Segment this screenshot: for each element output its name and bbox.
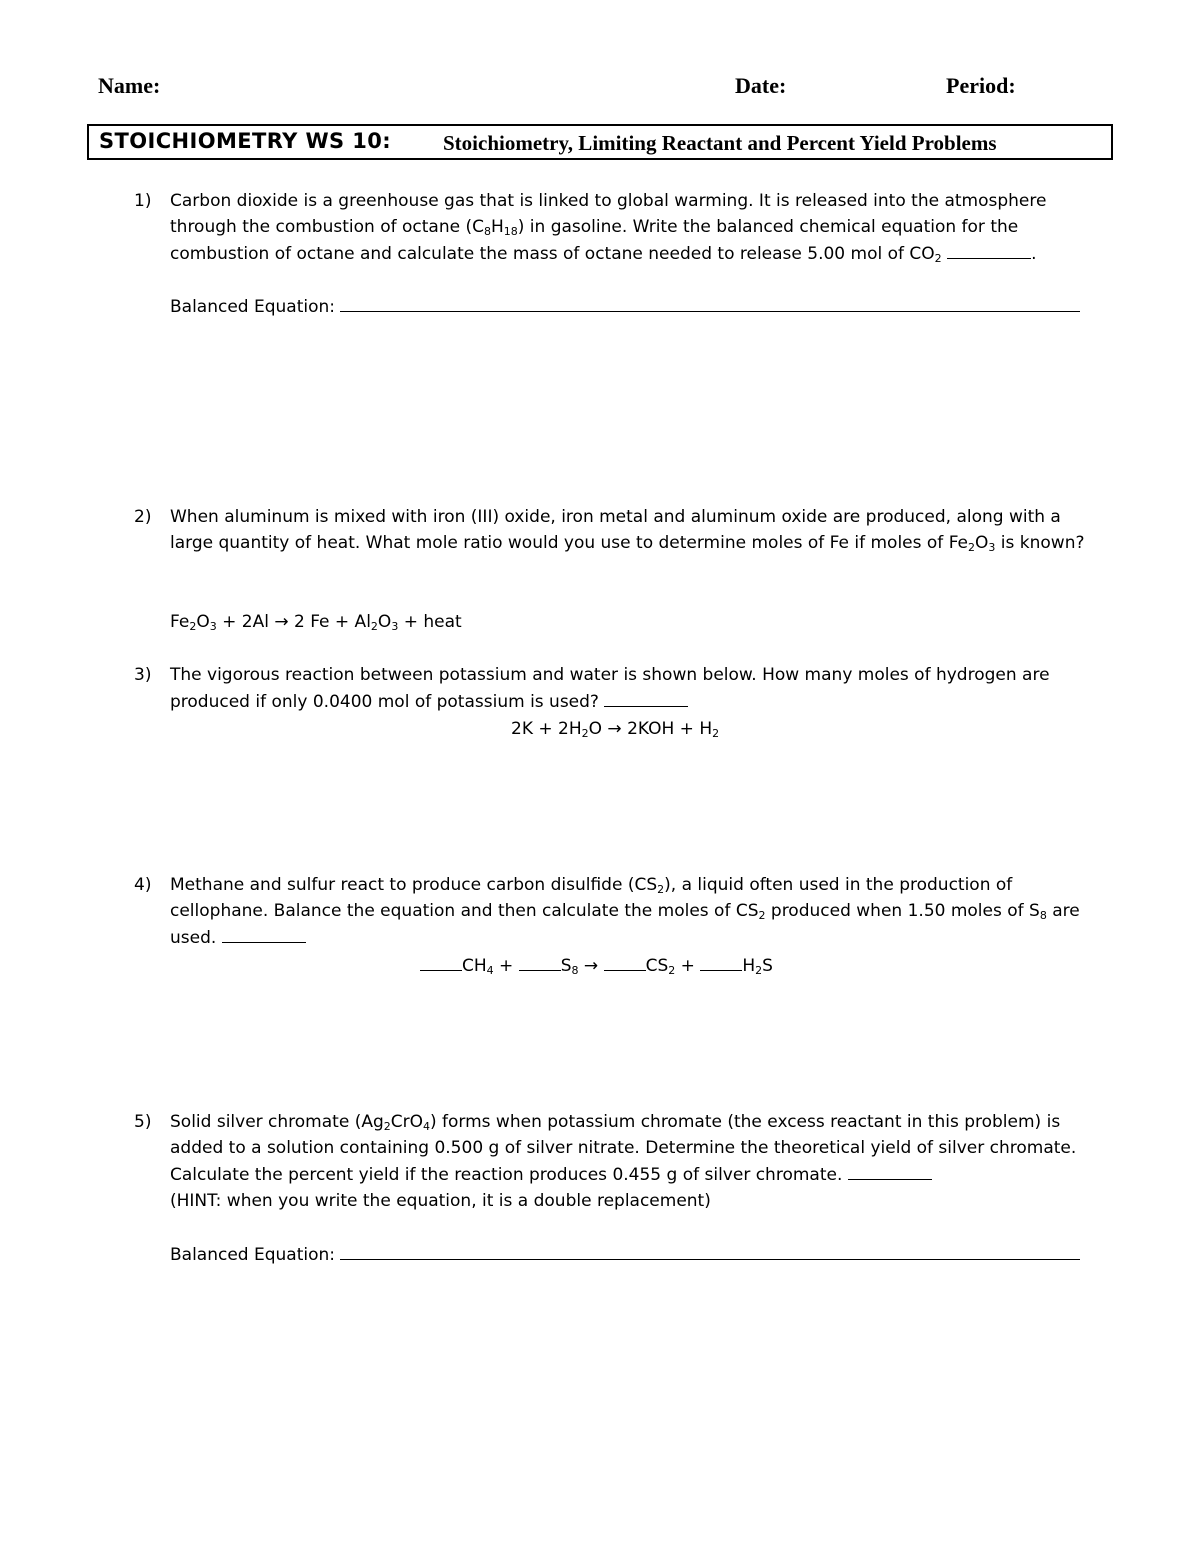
q3-equation: $2K + 2H_2O \to 2KOH + H_2$ [511,719,720,740]
worksheet-title: STOICHIOMETRY WS 10: [99,129,392,153]
balanced-equation-label: Balanced Equation: [170,1245,336,1265]
arrow-icon: → [583,956,599,976]
q4-equation: $CH_4 + S_8 \to CS_2 + H_2S$ [420,952,773,979]
balanced-equation-blank[interactable] [340,293,1080,312]
date-label: Date: [735,73,787,98]
period-label: Period: [946,73,1016,98]
question-text: The vigorous reaction between potassium and water is shown below. How many moles of hydrogen are produced if only 0.0400 mol of potassium is used? [170,665,1050,712]
worksheet-subtitle: Stoichiometry, Limiting Reactant and Percent Yield Problems [443,131,997,155]
question-text: When aluminum is mixed with iron (III) oxide, iron metal and aluminum oxide are produced, along with a large quantity of heat. What mole ratio would you use to determine moles of Fe if moles of $Fe_2O_3$ is known? [170,507,1085,554]
question-number: 2) [134,507,152,527]
coefficient-blank[interactable] [420,952,462,971]
q2-equation: $Fe_2O_3 + 2Al \to 2$ $Fe + Al_2O_3$ + heat [170,612,462,633]
question-text: Solid silver chromate $(Ag_2CrO_4)$ forms when potassium chromate (the excess reactant in this problem) is added to a solution containing 0.500 g of silver nitrate. Determine the theoretical yield of silver chromate. Calculate the percent yield if the reaction produces 0.455 g of silver chromate. (HINT: when you write the equation, it is a double replacement) [170,1109,1094,1214]
answer-blank[interactable] [604,688,688,707]
balanced-equation-blank[interactable] [340,1241,1080,1260]
question-number: 4) [134,875,152,895]
title-box [87,124,1113,160]
hint-text: (HINT: when you write the equation, it is a double replacement) [170,1191,711,1211]
arrow-icon: → [274,612,289,632]
question-number: 5) [134,1112,152,1132]
answer-blank[interactable] [848,1161,932,1180]
q1-balanced-equation-line [170,293,1080,320]
question-text: Methane and sulfur react to produce carbon disulfide $(CS_2)$, a liquid often used in the production of cellophane. Balance the equation and then calculate the moles of $CS_2$ produced when 1.50 moles of $S_8$ are used. [170,875,1080,948]
question-number: 1) [134,191,152,211]
arrow-icon: → [607,719,622,739]
question-text: Carbon dioxide is a greenhouse gas that is linked to global warming. It is released into the atmosphere through the combustion of octane $(C_8H_{18})$ in gasoline. Write the balanced chemical equation for the combustion of octane and calculate the mass of octane needed to release 5.00 mol of $CO_2$ . [170,191,1047,265]
question-number: 3) [134,665,152,685]
balanced-equation-label: Balanced Equation: [170,297,336,317]
coefficient-blank[interactable] [604,952,646,971]
answer-blank[interactable] [947,240,1031,259]
name-label: Name: [98,73,161,98]
coefficient-blank[interactable] [519,952,561,971]
q5-balanced-equation-line [170,1241,1080,1268]
answer-blank[interactable] [222,924,306,943]
coefficient-blank[interactable] [700,952,742,971]
